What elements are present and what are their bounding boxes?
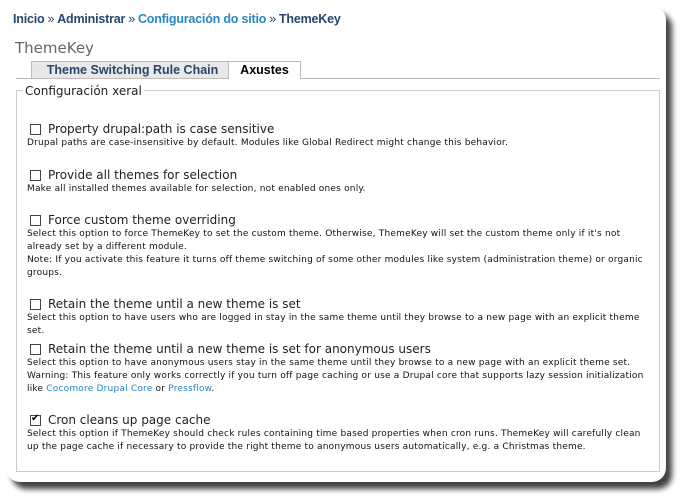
option-label: Provide all themes for selection [48,168,238,182]
option-label: Retain the theme until a new theme is set for anonymous users [48,342,431,356]
warning-text: Warning: This feature only works correctly if you turn off page caching or use a Drupal core that supports lazy session initialization like [27,371,644,394]
option-retain-theme-anonymous [27,341,647,396]
cron-cleans-cache-checkbox[interactable] [30,415,41,426]
breadcrumb-configuracion[interactable]: Configuración do sitio [137,12,267,26]
breadcrumb-inicio[interactable]: Inicio [13,12,45,26]
breadcrumb-separator: » [47,12,55,26]
option-description: Drupal paths are case-insensitive by default. Modules like Global Redirect might change this behavior. [27,138,509,148]
warning-text: or [152,384,169,394]
option-description: Select this option to have users who are logged in stay in the same theme until they browse to a new page with an explicit theme set. [27,313,640,336]
breadcrumb-themekey[interactable]: ThemeKey [278,12,341,26]
option-label: Cron cleans up page cache [48,413,211,427]
warning-text: . [211,384,215,394]
fieldset-legend: Configuración xeral [25,84,142,98]
cocomore-drupal-core-link[interactable]: Cocomore Drupal Core [46,384,153,394]
option-label: Property drupal:path is case sensitive [48,122,275,136]
option-retain-theme [27,296,647,338]
retain-theme-anonymous-checkbox[interactable] [30,344,41,355]
option-note: Note: If you activate this feature it turns off theme switching of some other modules like system (administration theme) or organic groups. [27,255,643,278]
breadcrumb [13,12,341,26]
page-title: ThemeKey [15,39,94,57]
option-warning [27,370,647,396]
tab-axustes[interactable]: Axustes [228,61,301,79]
option-description: Make all installed themes available for selection, not enabled ones only. [27,184,366,194]
option-provide-all-themes [27,167,647,196]
option-description: Select this option to force ThemeKey to set the custom theme. Otherwise, ThemeKey will set the custom theme only if it's not already set by a different module. [27,229,621,252]
option-description: Select this option to have anonymous users stay in the same theme until they browse to a new page with an explicit theme set. [27,358,631,368]
breadcrumb-separator: » [128,12,135,26]
option-label: Force custom theme overriding [48,213,236,227]
retain-theme-checkbox[interactable] [30,299,41,310]
force-custom-theme-checkbox[interactable] [30,215,41,226]
option-description: Select this option if ThemeKey should check rules containing time based properties when cron runs. ThemeKey will carefully clean up the page cache if necessary to provide the right theme to anonymous users automatically, e.g. a Christmas theme. [27,429,641,452]
option-force-custom-theme [27,212,647,280]
general-settings-fieldset [16,84,660,472]
tab-theme-switching-rule-chain[interactable]: Theme Switching Rule Chain [31,61,234,78]
pressflow-link[interactable]: Pressflow [168,384,212,394]
option-cron-cleans-cache [27,412,647,454]
breadcrumb-separator: » [269,12,276,26]
tabs [16,61,660,79]
case-sensitive-checkbox[interactable] [30,124,41,135]
provide-all-themes-checkbox[interactable] [30,170,41,181]
option-case-sensitive [27,121,647,150]
breadcrumb-administrar[interactable]: Administrar [57,12,126,26]
option-label: Retain the theme until a new theme is set [48,297,301,311]
